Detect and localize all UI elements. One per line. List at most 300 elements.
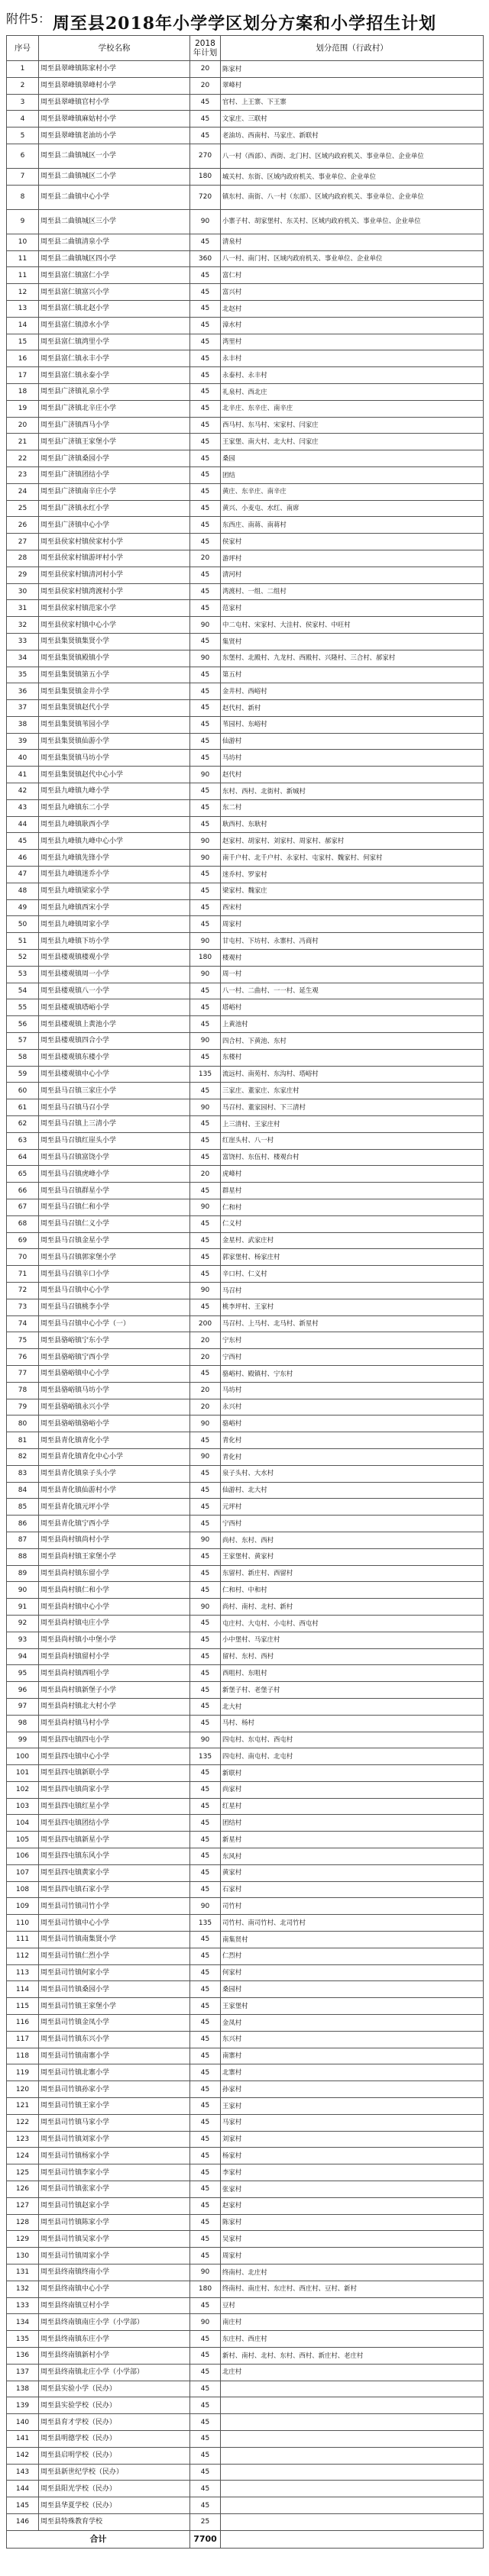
school-name: 周至县九峰镇九峰中心小学 (39, 833, 190, 850)
row-number: 83 (7, 1465, 39, 1482)
table-row (7, 1099, 484, 1116)
row-number: 4 (7, 111, 39, 128)
enroll-plan: 45 (190, 2164, 221, 2181)
table-row (7, 1432, 484, 1449)
row-number: 5 (7, 128, 39, 144)
table-row (7, 2164, 484, 2181)
school-name: 周至县翠峰镇翠峰村小学 (39, 77, 190, 94)
school-name: 周至县楼观镇上黄池小学 (39, 1016, 190, 1033)
table-row (7, 2064, 484, 2081)
district-area: 流远村、南苑村、东沟村、塔峪村 (221, 1066, 484, 1083)
school-name: 周至县楼观镇中心小学 (39, 1066, 190, 1083)
table-row (7, 417, 484, 434)
table-row (7, 1582, 484, 1599)
school-name: 周至县侯家村镇侯家村小学 (39, 534, 190, 550)
table-row (7, 1748, 484, 1765)
table-row (7, 999, 484, 1016)
school-name: 周至县四屯镇黄家小学 (39, 1864, 190, 1881)
table-row (7, 2513, 484, 2530)
enroll-plan: 45 (190, 128, 221, 144)
row-number: 14 (7, 317, 39, 334)
district-area: 杨家村 (221, 2148, 484, 2164)
enroll-plan: 90 (190, 1532, 221, 1548)
district-area: 辛口村、仁义村 (221, 1266, 484, 1283)
row-number: 117 (7, 2031, 39, 2048)
school-name: 周至县司竹镇杨家小学 (39, 2148, 190, 2164)
district-area: 北赵村 (221, 300, 484, 317)
row-number: 30 (7, 583, 39, 600)
row-number: 142 (7, 2447, 39, 2464)
table-row (7, 1382, 484, 1399)
school-name: 周至县终南镇新村小学 (39, 2347, 190, 2364)
table-row (7, 2181, 484, 2198)
district-area: 金井村、西峪村 (221, 683, 484, 700)
table-row (7, 2148, 484, 2164)
school-name: 周至县司竹镇桑园小学 (39, 1981, 190, 1998)
table-row (7, 2248, 484, 2264)
row-number: 51 (7, 933, 39, 950)
district-area: 老油坊、西南村、马家庄、新联村 (221, 128, 484, 144)
row-number: 116 (7, 2015, 39, 2032)
row-number: 28 (7, 550, 39, 567)
enroll-plan: 45 (190, 783, 221, 800)
enroll-plan: 45 (190, 683, 221, 700)
row-number: 15 (7, 334, 39, 350)
table-row (7, 1915, 484, 1932)
table-row (7, 300, 484, 317)
enroll-plan: 135 (190, 1915, 221, 1932)
school-name: 周至县司竹镇北寨小学 (39, 2064, 190, 2081)
school-name: 周至县九峰镇东二小学 (39, 799, 190, 816)
table-row (7, 2048, 484, 2064)
table-row (7, 1183, 484, 1199)
district-area: 红崖头村、八一村 (221, 1132, 484, 1149)
table-row (7, 1548, 484, 1565)
table-row (7, 2214, 484, 2231)
enroll-plan: 45 (190, 1083, 221, 1099)
school-name: 周至县终南镇北庄小学（小学部） (39, 2364, 190, 2381)
district-area: 孙家村 (221, 2081, 484, 2098)
school-name: 周至县司竹镇李家小学 (39, 2164, 190, 2181)
table-row (7, 1199, 484, 1216)
row-number: 106 (7, 1848, 39, 1865)
enroll-plan: 45 (190, 2131, 221, 2148)
district-area: 马村、杨村 (221, 1715, 484, 1732)
table-row (7, 883, 484, 899)
district-area: 永丰村 (221, 350, 484, 367)
school-name: 周至县广济镇团结小学 (39, 466, 190, 483)
school-name: 周至县终南镇豆村小学 (39, 2297, 190, 2314)
row-number: 144 (7, 2481, 39, 2497)
table-row (7, 2464, 484, 2481)
row-number: 86 (7, 1516, 39, 1532)
table-row (7, 1365, 484, 1382)
school-name: 周至县尚村镇小中堡小学 (39, 1632, 190, 1648)
enroll-plan: 45 (190, 1432, 221, 1449)
district-area: 清泉村 (221, 234, 484, 250)
enroll-plan: 90 (190, 1599, 221, 1616)
row-number: 132 (7, 2281, 39, 2297)
table-row (7, 2447, 484, 2464)
row-number: 20 (7, 417, 39, 434)
table-header-row (7, 36, 484, 61)
district-area: 马坊村 (221, 750, 484, 767)
school-name: 周至县侯家村镇湾渡村小学 (39, 583, 190, 600)
enroll-plan: 45 (190, 2414, 221, 2431)
row-number: 85 (7, 1499, 39, 1516)
row-number: 32 (7, 617, 39, 634)
table-row (7, 1665, 484, 1682)
district-area: 四屯村、南屯村、北屯村 (221, 1748, 484, 1765)
table-row (7, 633, 484, 650)
row-number: 57 (7, 1033, 39, 1050)
school-name: 周至县骆峪镇宁东小学 (39, 1332, 190, 1349)
enroll-plan: 45 (190, 583, 221, 600)
enroll-plan: 45 (190, 2214, 221, 2231)
school-name: 周至县尚村镇新堡子小学 (39, 1682, 190, 1699)
school-name: 周至县二曲镇清泉小学 (39, 234, 190, 250)
table-row (7, 284, 484, 301)
school-name: 周至县富仁镇富仁小学 (39, 267, 190, 284)
enroll-plan: 180 (190, 2281, 221, 2297)
header-no: 序号 (7, 36, 39, 61)
enroll-plan: 45 (190, 284, 221, 301)
district-area: 东兴村 (221, 2031, 484, 2048)
table-row (7, 850, 484, 867)
school-name: 周至县尚村镇中心小学 (39, 1599, 190, 1616)
table-row (7, 1315, 484, 1332)
table-row (7, 250, 484, 267)
enroll-plan: 90 (190, 933, 221, 950)
table-row (7, 1399, 484, 1416)
district-area: 团结 (221, 466, 484, 483)
row-number: 99 (7, 1732, 39, 1748)
district-area: 黄家村 (221, 1864, 484, 1881)
enroll-plan: 45 (190, 466, 221, 483)
school-name: 周至县集贤镇赵代小学 (39, 700, 190, 717)
row-number: 2 (7, 77, 39, 94)
district-area: 南千户村、北千户村、永家村、屯家村、魏家村、何家村 (221, 850, 484, 867)
table-row (7, 1732, 484, 1748)
table-row (7, 350, 484, 367)
enroll-plan: 90 (190, 1448, 221, 1465)
table-row (7, 966, 484, 983)
table-row (7, 767, 484, 783)
enroll-plan: 45 (190, 111, 221, 128)
school-name: 周至县楼观镇四合小学 (39, 1033, 190, 1050)
school-name: 周至县马召镇辛口小学 (39, 1266, 190, 1283)
school-name: 周至县青化镇宁西小学 (39, 1516, 190, 1532)
table-row (7, 1615, 484, 1632)
school-name: 周至县马召镇郭家堡小学 (39, 1249, 190, 1266)
enroll-plan: 45 (190, 1266, 221, 1283)
table-row (7, 1964, 484, 1981)
row-number: 25 (7, 500, 39, 517)
district-area: 八一村、南门村、区域内政府机关、事业单位、企业单位 (221, 250, 484, 267)
enroll-plan: 45 (190, 1715, 221, 1732)
enroll-plan: 45 (190, 1665, 221, 1682)
row-number: 125 (7, 2164, 39, 2181)
enroll-plan: 45 (190, 300, 221, 317)
school-name: 周至县尚村镇北大村小学 (39, 1698, 190, 1715)
school-name: 周至县司竹镇南集贤小学 (39, 1932, 190, 1948)
table-row (7, 1299, 484, 1315)
row-number: 21 (7, 434, 39, 450)
row-number: 95 (7, 1665, 39, 1682)
table-row (7, 933, 484, 950)
enroll-plan: 90 (190, 1199, 221, 1216)
district-area: 留村、东村、西村 (221, 1648, 484, 1665)
school-name: 周至县楼观镇楼观小学 (39, 950, 190, 967)
table-row (7, 1349, 484, 1366)
table-row (7, 209, 484, 234)
enroll-plan: 90 (190, 2264, 221, 2281)
school-name: 周至县翠峰镇陈家村小学 (39, 61, 190, 78)
school-name: 周至县九峰镇周家小学 (39, 916, 190, 933)
school-name: 周至县实验学校（民办） (39, 2397, 190, 2414)
table-row (7, 2131, 484, 2148)
row-number: 131 (7, 2264, 39, 2281)
table-row (7, 667, 484, 683)
district-area: 苇园村、东峪村 (221, 716, 484, 733)
school-name: 周至县马召镇群星小学 (39, 1183, 190, 1199)
district-area: 尚家村 (221, 1781, 484, 1798)
table-row (7, 1532, 484, 1548)
enroll-plan: 45 (190, 1964, 221, 1981)
table-row (7, 867, 484, 883)
table-row (7, 1482, 484, 1499)
district-area: 漳水村 (221, 317, 484, 334)
school-name: 周至县司竹镇刘家小学 (39, 2131, 190, 2148)
enroll-plan: 45 (190, 883, 221, 899)
table-row (7, 1066, 484, 1083)
enroll-plan: 45 (190, 517, 221, 534)
row-number: 6 (7, 144, 39, 168)
table-row (7, 2231, 484, 2248)
enroll-plan: 45 (190, 1565, 221, 1582)
district-area: 西宋村 (221, 899, 484, 916)
school-name: 周至县尚村镇尚村小学 (39, 1532, 190, 1548)
enroll-plan: 45 (190, 2197, 221, 2214)
table-row (7, 1832, 484, 1848)
district-area: 富兴村 (221, 284, 484, 301)
row-number: 119 (7, 2064, 39, 2081)
table-row (7, 1332, 484, 1349)
enroll-plan: 45 (190, 2497, 221, 2514)
school-name: 周至县富仁镇永泰小学 (39, 367, 190, 384)
row-number: 62 (7, 1116, 39, 1133)
row-number: 82 (7, 1448, 39, 1465)
school-name: 周至县尚村镇屯庄小学 (39, 1615, 190, 1632)
table-row (7, 2281, 484, 2297)
row-number: 29 (7, 567, 39, 583)
table-row (7, 1166, 484, 1183)
row-number: 55 (7, 999, 39, 1016)
district-area: 终南村、北庄村 (221, 2264, 484, 2281)
enroll-plan: 45 (190, 2081, 221, 2098)
table-row (7, 517, 484, 534)
school-name: 周至县侯家村镇清河村小学 (39, 567, 190, 583)
district-area: 三家庄、董家庄、东家庄村 (221, 1083, 484, 1099)
district-area: 上黄池村 (221, 1016, 484, 1033)
table-row (7, 617, 484, 634)
enroll-plan: 90 (190, 650, 221, 667)
school-name: 周至县集贤镇集贤小学 (39, 633, 190, 650)
enroll-plan: 45 (190, 667, 221, 683)
row-number: 112 (7, 1948, 39, 1964)
school-name: 周至县马召镇桃李小学 (39, 1299, 190, 1315)
school-name: 周至县青化镇青化小学 (39, 1432, 190, 1449)
table-row (7, 400, 484, 417)
district-area: 新星村 (221, 1832, 484, 1848)
enroll-plan: 45 (190, 2098, 221, 2115)
enroll-plan: 20 (190, 1349, 221, 1366)
table-row (7, 500, 484, 517)
school-name: 周至县司竹镇吴家小学 (39, 2231, 190, 2248)
school-name: 周至县九峰镇西宋小学 (39, 899, 190, 916)
row-number: 91 (7, 1599, 39, 1616)
row-number: 78 (7, 1382, 39, 1399)
enroll-plan: 20 (190, 61, 221, 78)
enroll-plan: 45 (190, 916, 221, 933)
enroll-plan: 45 (190, 1998, 221, 2015)
district-area: 北寨村 (221, 2064, 484, 2081)
district-area: 黄庄、东辛庄、南辛庄 (221, 483, 484, 500)
district-area: 南集贤村 (221, 1932, 484, 1948)
district-area: 赵代村、新村 (221, 700, 484, 717)
row-number: 58 (7, 1049, 39, 1066)
row-number: 61 (7, 1099, 39, 1116)
enroll-plan: 90 (190, 966, 221, 983)
table-row (7, 983, 484, 999)
total-value: 7700 (190, 2530, 221, 2548)
enroll-plan: 45 (190, 1632, 221, 1648)
table-row (7, 833, 484, 850)
enroll-plan: 20 (190, 550, 221, 567)
school-name: 周至县富仁镇北赵小学 (39, 300, 190, 317)
row-number: 24 (7, 483, 39, 500)
district-area: 东村、西村、北街村、新城村 (221, 783, 484, 800)
school-name: 周至县司竹镇王家小学 (39, 2098, 190, 2115)
enroll-plan: 45 (190, 1615, 221, 1632)
district-area: 小寨子村、胡家堡村、东关村、区域内政府机关、事业单位、企业单位 (221, 209, 484, 234)
row-number: 36 (7, 683, 39, 700)
district-area: 集贤村 (221, 633, 484, 650)
district-area: 湾里村 (221, 334, 484, 350)
row-number: 143 (7, 2464, 39, 2481)
row-number: 56 (7, 1016, 39, 1033)
school-name: 周至县四屯镇团结小学 (39, 1815, 190, 1832)
district-area: 永兴村 (221, 1399, 484, 1416)
school-name: 周至县司竹镇金凤小学 (39, 2015, 190, 2032)
school-name: 周至县富仁镇漳水小学 (39, 317, 190, 334)
school-name: 周至县司竹镇仁烈小学 (39, 1948, 190, 1964)
school-name: 周至县侯家村镇游坪村小学 (39, 550, 190, 567)
enroll-plan: 45 (190, 1183, 221, 1199)
table-row (7, 2331, 484, 2348)
row-number: 39 (7, 733, 39, 750)
row-number: 97 (7, 1698, 39, 1715)
district-area: 豆村 (221, 2297, 484, 2314)
school-name: 周至县广济镇桑园小学 (39, 450, 190, 467)
district-area: 北大村 (221, 1698, 484, 1715)
row-number: 98 (7, 1715, 39, 1732)
enroll-plan: 45 (190, 367, 221, 384)
enroll-plan: 270 (190, 144, 221, 168)
table-row (7, 1765, 484, 1782)
school-name: 周至县尚村镇东留小学 (39, 1565, 190, 1582)
district-area (221, 2513, 484, 2530)
district-area: 上三清村、王家庄村 (221, 1116, 484, 1133)
row-number: 75 (7, 1332, 39, 1349)
district-area (221, 2497, 484, 2514)
school-name: 周至县广济镇永红小学 (39, 500, 190, 517)
row-number: 134 (7, 2314, 39, 2331)
school-name: 周至县启明学校（民办） (39, 2447, 190, 2464)
table-row (7, 2297, 484, 2314)
table-row (7, 600, 484, 617)
row-number: 140 (7, 2414, 39, 2431)
row-number: 63 (7, 1132, 39, 1149)
row-number: 33 (7, 633, 39, 650)
table-row (7, 1599, 484, 1616)
school-name: 周至县司竹镇马家小学 (39, 2114, 190, 2131)
school-name: 周至县翠峰镇官村小学 (39, 94, 190, 111)
header-school: 学校名称 (39, 36, 190, 61)
school-name: 周至县骆峪镇马坊小学 (39, 1382, 190, 1399)
enroll-plan: 90 (190, 1282, 221, 1299)
district-area: 红星村 (221, 1798, 484, 1815)
school-name: 周至县特殊教育学校 (39, 2513, 190, 2530)
table-row (7, 1049, 484, 1066)
row-number: 22 (7, 450, 39, 467)
row-number: 64 (7, 1149, 39, 1166)
table-row (7, 1715, 484, 1732)
table-row (7, 483, 484, 500)
enroll-plan: 45 (190, 1132, 221, 1149)
row-number: 23 (7, 466, 39, 483)
enroll-plan: 90 (190, 850, 221, 867)
table-row (7, 2497, 484, 2514)
district-area: 陈家村 (221, 2214, 484, 2231)
school-name: 周至县广济镇南辛庄小学 (39, 483, 190, 500)
school-name: 周至县集贤镇赵代中心小学 (39, 767, 190, 783)
row-number: 49 (7, 899, 39, 916)
table-row (7, 567, 484, 583)
row-number: 111 (7, 1932, 39, 1948)
row-number: 94 (7, 1648, 39, 1665)
table-row (7, 783, 484, 800)
enroll-plan: 90 (190, 833, 221, 850)
row-number: 38 (7, 716, 39, 733)
row-number: 81 (7, 1432, 39, 1449)
school-name: 周至县广济镇礼泉小学 (39, 383, 190, 400)
school-name: 周至县司竹镇南寨小学 (39, 2048, 190, 2064)
table-row (7, 916, 484, 933)
enroll-plan: 90 (190, 767, 221, 783)
enroll-plan: 90 (190, 1099, 221, 1116)
district-area: 吴家村 (221, 2231, 484, 2248)
school-name: 周至县富仁镇富兴小学 (39, 284, 190, 301)
enroll-plan: 45 (190, 534, 221, 550)
row-number: 127 (7, 2197, 39, 2214)
district-area: 新村、南村、北村、东村、西村、新庄村、老庄村 (221, 2347, 484, 2364)
row-number: 102 (7, 1781, 39, 1798)
enroll-plan: 45 (190, 983, 221, 999)
table-row (7, 2114, 484, 2131)
enroll-plan: 180 (190, 168, 221, 185)
enroll-plan: 45 (190, 334, 221, 350)
